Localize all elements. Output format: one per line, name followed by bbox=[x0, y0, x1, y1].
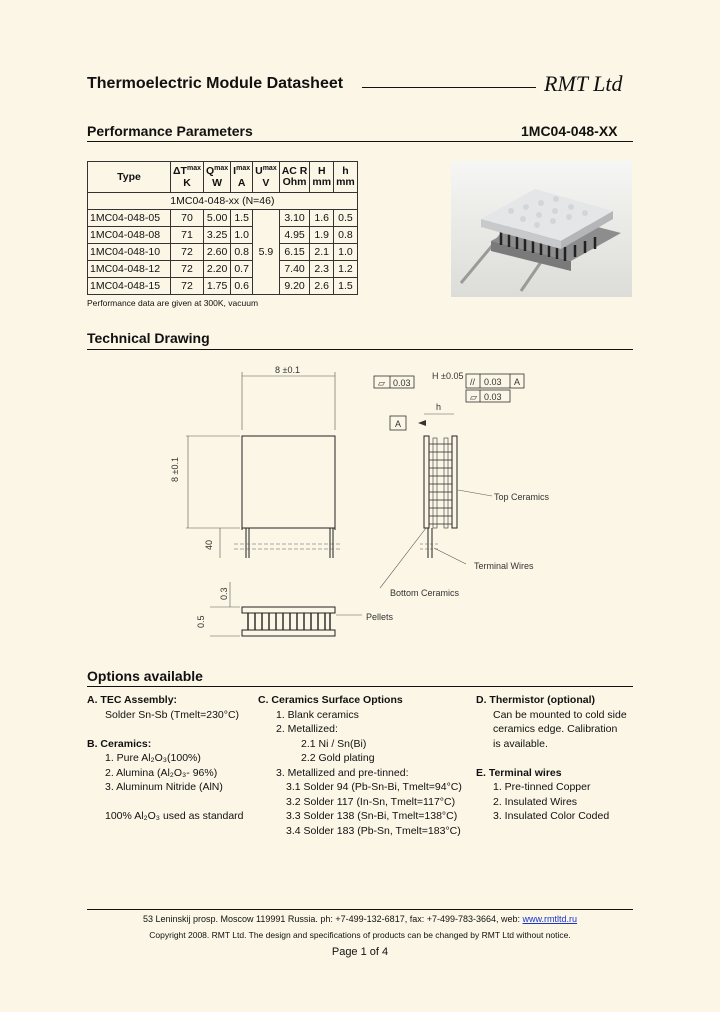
col-imax: $I_{max}$ A bbox=[231, 162, 253, 193]
ceramics-item: 2. Alumina (Al₂O₃- 96%) bbox=[105, 766, 218, 779]
options-rule bbox=[87, 686, 633, 687]
terminal-wires-label: Terminal Wires bbox=[474, 561, 534, 571]
terminal-item: 1. Pre-tinned Copper bbox=[493, 781, 591, 793]
col-umax: $U_{max}$ V bbox=[253, 162, 280, 193]
table-row: 1MC04-048-08 71 3.25 1.0 4.95 1.9 0.8 bbox=[88, 227, 358, 244]
ceramics-item: 1. Pure Al₂O₃(100%) bbox=[105, 752, 201, 764]
col-h: h mm bbox=[334, 162, 358, 193]
drawing-rule bbox=[87, 349, 633, 350]
height-dim: 8 ±0.1 bbox=[170, 457, 180, 482]
drawing-heading: Technical Drawing bbox=[87, 330, 210, 346]
ceramics-note: 100% Al₂O₃ used as standard bbox=[105, 810, 244, 822]
flatness-2: 0.03 bbox=[484, 392, 502, 402]
terminal-item: 3. Insulated Color Coded bbox=[493, 810, 610, 822]
width-dim: 8 ±0.1 bbox=[275, 365, 300, 375]
col-acr: AC R Ohm bbox=[279, 162, 310, 193]
table-row: 1MC04-048-10 72 2.60 0.8 6.15 2.1 1.0 bbox=[88, 244, 358, 261]
thermistor-item: Can be mounted to cold side bbox=[493, 708, 627, 721]
footer-copyright: Copyright 2008. RMT Ltd. The design and specifications of products can be changed by RMT Ltd without notice. bbox=[149, 930, 571, 940]
umax-shared: 5.9 bbox=[253, 210, 280, 295]
module-photo bbox=[451, 161, 632, 297]
options-heading: Options available bbox=[87, 668, 203, 684]
parallelism-value: 0.03 bbox=[484, 377, 502, 387]
options-col-c bbox=[258, 693, 468, 838]
surface-item: 3.2 Solder 117 (In-Sn, Tmelt=117°C) bbox=[286, 795, 456, 808]
top-ceramics-label: Top Ceramics bbox=[494, 492, 550, 502]
model-code: 1MC04-048-XX bbox=[521, 123, 618, 139]
datum-ref: A bbox=[514, 377, 521, 387]
thermistor-item: is available. bbox=[493, 737, 548, 750]
surface-item: 3.4 Solder 183 (Pb-Sn, Tmelt=183°C) bbox=[286, 824, 461, 837]
table-row: 1MC04-048-15 72 1.75 0.6 9.20 2.6 1.5 bbox=[88, 278, 358, 295]
brand-logo: RMT Ltd bbox=[544, 71, 623, 96]
tec-assembly-title: A. TEC Assembly: bbox=[87, 694, 178, 706]
surface-item: 2. Metallized: bbox=[276, 723, 338, 735]
wire-length-dim: 40 bbox=[204, 539, 214, 550]
table-row: 1MC04-048-12 72 2.20 0.7 7.40 2.3 1.2 bbox=[88, 261, 358, 278]
surface-item: 3. Metallized and pre-tinned: bbox=[276, 766, 409, 779]
terminal-wires-title: E. Terminal wires bbox=[476, 766, 562, 779]
document-title: Thermoelectric Module Datasheet bbox=[87, 75, 344, 92]
flatness-icon: ▱ bbox=[470, 392, 477, 402]
surface-item: 2.2 Gold plating bbox=[301, 752, 375, 764]
bottom-ceramics-label: Bottom Ceramics bbox=[390, 588, 460, 598]
surface-item: 2.1 Ni / Sn(Bi) bbox=[301, 737, 367, 750]
col-type: Type bbox=[88, 162, 171, 193]
flatness-1: 0.03 bbox=[393, 378, 411, 388]
website-link[interactable]: www.rmtltd.ru bbox=[522, 914, 578, 924]
flatness-icon: ▱ bbox=[378, 378, 385, 388]
page-number: Page 1 of 4 bbox=[331, 946, 389, 958]
pellets-label: Pellets bbox=[366, 612, 394, 622]
performance-table bbox=[87, 161, 358, 295]
ceramics-item: 3. Aluminum Nitride (AlN) bbox=[105, 781, 223, 793]
performance-heading: Performance Parameters bbox=[87, 123, 253, 139]
table-row: 1MC04-048-05 70 5.00 1.5 5.9 3.10 1.6 0.5 bbox=[88, 210, 358, 227]
footer-address: 53 Leninskij prosp. Moscow 119991 Russia. ph: +7-499-132-6817, fax: +7-499-783-3664, web: www.rmtltd.ru bbox=[142, 914, 578, 924]
pellet-height-dim: 0.3 bbox=[219, 587, 229, 600]
col-dtmax: $\Delta T_{max}$ K bbox=[171, 162, 204, 193]
datum-box: A bbox=[395, 419, 402, 429]
surface-item: 1. Blank ceramics bbox=[276, 708, 359, 721]
parallelism-icon: // bbox=[470, 377, 476, 387]
terminal-item: 2. Insulated Wires bbox=[493, 795, 578, 808]
h-tolerance: H ±0.05 bbox=[432, 371, 464, 381]
col-H: H mm bbox=[310, 162, 334, 193]
tec-item: Solder Sn-Sb (Tmelt=230°C) bbox=[105, 708, 240, 721]
options-col-d bbox=[476, 693, 636, 824]
h-dim: h bbox=[436, 402, 442, 412]
thermistor-title: D. Thermistor (optional) bbox=[476, 694, 595, 706]
thermistor-item: ceramics edge. Calibration bbox=[493, 723, 618, 735]
performance-footnote: Performance data are given at 300K, vacuum bbox=[87, 298, 259, 308]
title-rule bbox=[362, 87, 536, 88]
pellet-gap-dim: 0.5 bbox=[196, 615, 206, 628]
ceramics-title: B. Ceramics: bbox=[87, 737, 152, 750]
technical-drawing bbox=[170, 362, 570, 652]
col-qmax: $Q_{max}$ W bbox=[203, 162, 230, 193]
surface-item: 3.3 Solder 138 (Sn-Bi, Tmelt=138°C) bbox=[286, 810, 458, 822]
surface-item: 3.1 Solder 94 (Pb-Sn-Bi, Tmelt=94°C) bbox=[286, 781, 462, 793]
options-col-a bbox=[87, 693, 257, 824]
performance-rule bbox=[87, 141, 633, 142]
group-row: 1MC04-048-xx (N=46) bbox=[88, 193, 358, 210]
footer-rule bbox=[87, 909, 633, 910]
surface-options-title: C. Ceramics Surface Options bbox=[258, 694, 403, 706]
